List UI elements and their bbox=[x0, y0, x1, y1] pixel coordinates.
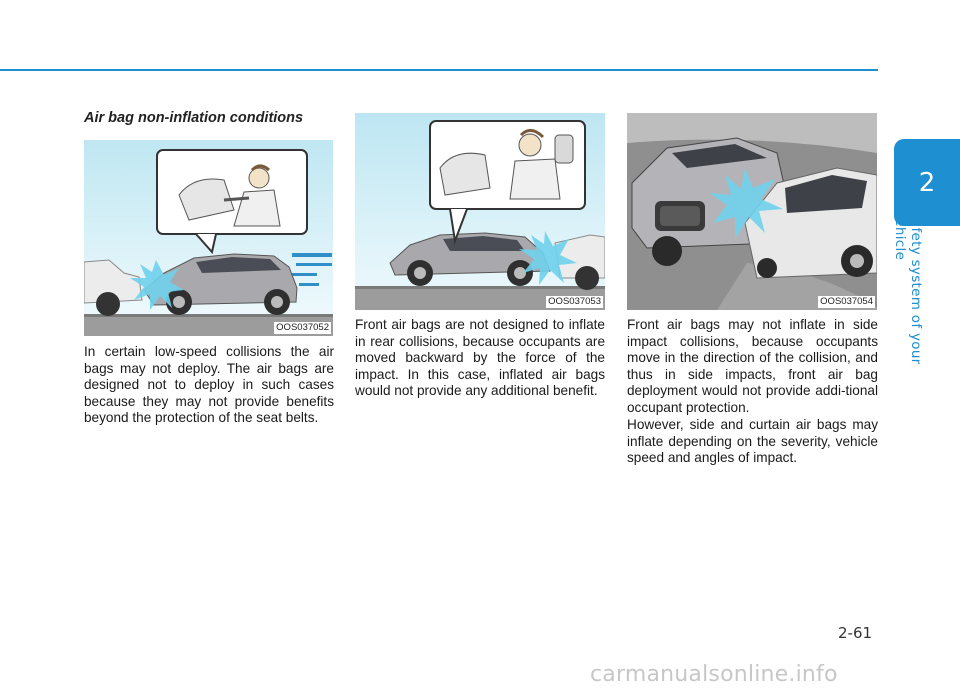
illustration-low-speed-collision bbox=[84, 140, 333, 336]
page-number: 2-61 bbox=[838, 624, 873, 642]
paragraph-rear-collision: Front air bags are not designed to inflate in rear collisions, because occupants are moved backward by the force of the impact. In this case, inflated air bags would not provide any additional benefit. bbox=[355, 317, 605, 399]
chapter-title: Safety system of your vehicle bbox=[892, 210, 924, 365]
figure-code-1: OOS037052 bbox=[276, 322, 329, 333]
paragraph-low-speed: In certain low-speed collisions the air bags may not deploy. The air bags are designed not to deploy in such cases because they may not provide benefits beyond the protection of the seat belts. bbox=[84, 344, 334, 426]
figure-side-collision bbox=[627, 113, 877, 310]
watermark[interactable]: carmanualsonline.info bbox=[590, 662, 838, 687]
paragraph-side-collision: Front air bags may not inflate in side impact collisions, because occupants move in the direction of the collision, and thus in side impacts, front air bag deployment would not provide addi-tional occupant protection. bbox=[627, 317, 878, 415]
chapter-number: 2 bbox=[918, 167, 936, 198]
figure-low-speed-collision bbox=[84, 140, 333, 336]
illustration-rear-collision bbox=[355, 113, 605, 310]
figure-code-3: OOS037054 bbox=[820, 296, 873, 307]
illustration-side-collision bbox=[627, 113, 877, 310]
figure-rear-collision bbox=[355, 113, 605, 310]
paragraph-side-curtain: However, side and curtain air bags may inflate depending on the severity, vehicle speed and angles of impact. bbox=[627, 417, 878, 466]
section-heading: Air bag non-inflation conditions bbox=[84, 110, 304, 126]
header-rule bbox=[0, 69, 878, 71]
figure-code-2: OOS037053 bbox=[548, 296, 601, 307]
